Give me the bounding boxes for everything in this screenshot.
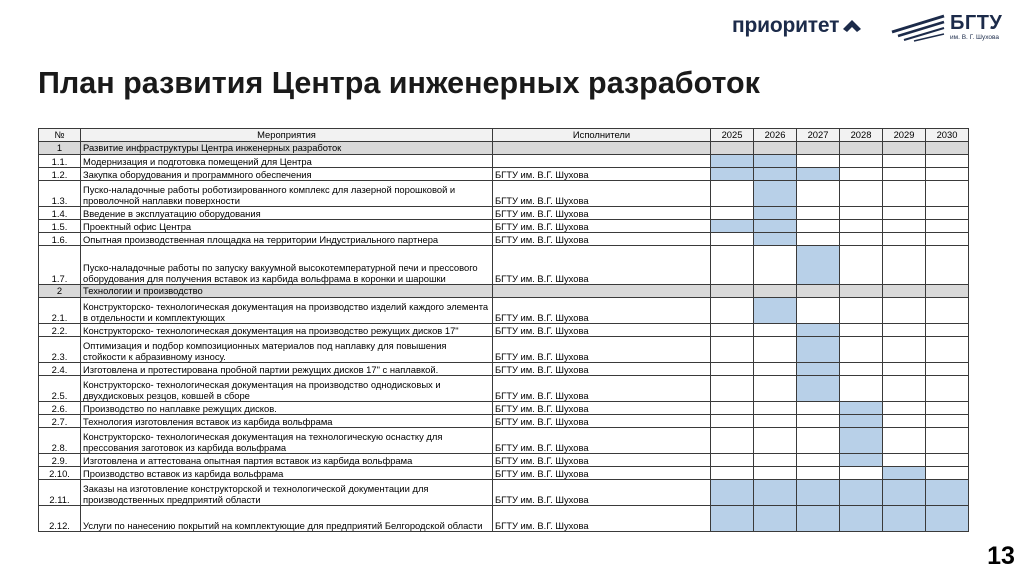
year-cell-2030 — [926, 233, 969, 246]
activity-name: Пуско-наладочные работы роботизированного комплекс для лазерной порошковой и проволочной наплавки поверхности — [81, 181, 493, 207]
year-cell-2030 — [926, 363, 969, 376]
executor: БГТУ им. В.Г. Шухова — [493, 337, 711, 363]
year-cell-2025 — [711, 220, 754, 233]
row-number: 2.5. — [39, 376, 81, 402]
table-row — [39, 181, 969, 207]
year-cell-2027 — [797, 454, 840, 467]
year-cell-2030 — [926, 142, 969, 155]
year-cell-2029 — [883, 155, 926, 168]
row-number: 2.3. — [39, 337, 81, 363]
executor: БГТУ им. В.Г. Шухова — [493, 207, 711, 220]
year-cell-2027 — [797, 207, 840, 220]
year-cell-2029 — [883, 324, 926, 337]
year-cell-2025 — [711, 324, 754, 337]
executor: БГТУ им. В.Г. Шухова — [493, 454, 711, 467]
table-row — [39, 415, 969, 428]
year-cell-2027 — [797, 467, 840, 480]
year-cell-2030 — [926, 285, 969, 298]
year-cell-2026 — [754, 285, 797, 298]
executor: БГТУ им. В.Г. Шухова — [493, 298, 711, 324]
executor: БГТУ им. В.Г. Шухова — [493, 506, 711, 532]
activity-name: Изготовлена и протестирована пробной партии режущих дисков 17" с наплавкой. — [81, 363, 493, 376]
activity-name: Услуги по нанесению покрытий на комплектующие для предприятий Белгородской области — [81, 506, 493, 532]
activity-name: Развитие инфраструктуры Центра инженерных разработок — [81, 142, 493, 155]
year-cell-2026 — [754, 155, 797, 168]
executor: БГТУ им. В.Г. Шухова — [493, 428, 711, 454]
year-cell-2030 — [926, 467, 969, 480]
year-cell-2026 — [754, 246, 797, 285]
year-cell-2025 — [711, 454, 754, 467]
year-cell-2025 — [711, 467, 754, 480]
year-cell-2027 — [797, 246, 840, 285]
year-cell-2029 — [883, 298, 926, 324]
year-cell-2025 — [711, 233, 754, 246]
year-cell-2030 — [926, 181, 969, 207]
prioritet-logo-text: приоритет — [732, 14, 840, 37]
year-cell-2029 — [883, 506, 926, 532]
row-number: 1 — [39, 142, 81, 155]
year-cell-2025 — [711, 363, 754, 376]
year-cell-2028 — [840, 324, 883, 337]
activity-name: Опытная производственная площадка на территории Индустриального партнера — [81, 233, 493, 246]
row-number: 2.8. — [39, 428, 81, 454]
year-cell-2029 — [883, 376, 926, 402]
year-cell-2026 — [754, 168, 797, 181]
year-cell-2030 — [926, 402, 969, 415]
year-cell-2029 — [883, 337, 926, 363]
year-cell-2028 — [840, 246, 883, 285]
row-number: 2.11. — [39, 480, 81, 506]
header-year: 2026 — [754, 129, 797, 142]
table-row — [39, 298, 969, 324]
year-cell-2030 — [926, 207, 969, 220]
year-cell-2028 — [840, 298, 883, 324]
year-cell-2026 — [754, 324, 797, 337]
activity-name: Конструкторско- технологическая документация на производство режущих дисков 17" — [81, 324, 493, 337]
year-cell-2029 — [883, 285, 926, 298]
table-row — [39, 337, 969, 363]
year-cell-2028 — [840, 168, 883, 181]
year-cell-2029 — [883, 363, 926, 376]
activity-name: Производство вставок из карбида вольфрама — [81, 467, 493, 480]
year-cell-2030 — [926, 220, 969, 233]
year-cell-2027 — [797, 298, 840, 324]
year-cell-2025 — [711, 298, 754, 324]
year-cell-2030 — [926, 155, 969, 168]
year-cell-2030 — [926, 298, 969, 324]
table-row — [39, 467, 969, 480]
table-header-row — [39, 129, 969, 142]
year-cell-2029 — [883, 480, 926, 506]
executor — [493, 285, 711, 298]
row-number: 2.4. — [39, 363, 81, 376]
prioritet-logo — [732, 14, 861, 38]
year-cell-2028 — [840, 428, 883, 454]
year-cell-2030 — [926, 454, 969, 467]
header-year: 2030 — [926, 129, 969, 142]
table-row — [39, 246, 969, 285]
year-cell-2029 — [883, 207, 926, 220]
year-cell-2027 — [797, 376, 840, 402]
activity-name: Модернизация и подготовка помещений для Центра — [81, 155, 493, 168]
year-cell-2026 — [754, 207, 797, 220]
header-num: № — [39, 129, 81, 142]
table-row — [39, 233, 969, 246]
activity-name: Пуско-наладочные работы по запуску вакуумной высокотемпературной печи и прессового оборудования для получения вставок из карбида вольфрама в коронки и шарошки — [81, 246, 493, 285]
year-cell-2028 — [840, 155, 883, 168]
year-cell-2030 — [926, 480, 969, 506]
activity-name: Конструкторско- технологическая документация на производство изделий каждого элемента в отдельности и комплектующих — [81, 298, 493, 324]
year-cell-2028 — [840, 285, 883, 298]
year-cell-2025 — [711, 246, 754, 285]
year-cell-2027 — [797, 285, 840, 298]
year-cell-2029 — [883, 467, 926, 480]
year-cell-2030 — [926, 324, 969, 337]
header-bar — [0, 0, 1024, 48]
row-number: 1.7. — [39, 246, 81, 285]
executor: БГТУ им. В.Г. Шухова — [493, 363, 711, 376]
year-cell-2025 — [711, 376, 754, 402]
year-cell-2028 — [840, 402, 883, 415]
activity-name: Конструкторско- технологическая документация на технологическую оснастку для прессования заготовок из карбида вольфрама — [81, 428, 493, 454]
table-row — [39, 363, 969, 376]
year-cell-2027 — [797, 233, 840, 246]
executor: БГТУ им. В.Г. Шухова — [493, 233, 711, 246]
header-year: 2025 — [711, 129, 754, 142]
year-cell-2025 — [711, 181, 754, 207]
table-row — [39, 155, 969, 168]
row-number: 2.9. — [39, 454, 81, 467]
row-number: 2.1. — [39, 298, 81, 324]
header-year: 2027 — [797, 129, 840, 142]
year-cell-2026 — [754, 415, 797, 428]
activity-name: Закупка оборудования и программного обеспечения — [81, 168, 493, 181]
executor: БГТУ им. В.Г. Шухова — [493, 402, 711, 415]
year-cell-2025 — [711, 155, 754, 168]
row-number: 1.5. — [39, 220, 81, 233]
year-cell-2025 — [711, 428, 754, 454]
year-cell-2026 — [754, 181, 797, 207]
year-cell-2029 — [883, 246, 926, 285]
section-row — [39, 142, 969, 155]
year-cell-2027 — [797, 506, 840, 532]
header-year: 2029 — [883, 129, 926, 142]
year-cell-2029 — [883, 402, 926, 415]
table-row — [39, 506, 969, 532]
row-number: 2.10. — [39, 467, 81, 480]
year-cell-2027 — [797, 155, 840, 168]
year-cell-2028 — [840, 207, 883, 220]
table-row — [39, 402, 969, 415]
row-number: 2.7. — [39, 415, 81, 428]
row-number: 2.6. — [39, 402, 81, 415]
table-row — [39, 480, 969, 506]
year-cell-2030 — [926, 168, 969, 181]
row-number: 1.2. — [39, 168, 81, 181]
year-cell-2029 — [883, 168, 926, 181]
year-cell-2027 — [797, 168, 840, 181]
row-number: 2 — [39, 285, 81, 298]
year-cell-2026 — [754, 142, 797, 155]
year-cell-2027 — [797, 402, 840, 415]
table-row — [39, 376, 969, 402]
year-cell-2029 — [883, 454, 926, 467]
year-cell-2025 — [711, 506, 754, 532]
bgtu-logo — [890, 12, 1005, 44]
year-cell-2028 — [840, 467, 883, 480]
year-cell-2027 — [797, 337, 840, 363]
header-year: 2028 — [840, 129, 883, 142]
year-cell-2026 — [754, 233, 797, 246]
executor — [493, 155, 711, 168]
year-cell-2026 — [754, 376, 797, 402]
year-cell-2028 — [840, 181, 883, 207]
executor: БГТУ им. В.Г. Шухова — [493, 467, 711, 480]
activity-name: Технология изготовления вставок из карбида вольфрама — [81, 415, 493, 428]
year-cell-2030 — [926, 428, 969, 454]
year-cell-2027 — [797, 480, 840, 506]
year-cell-2030 — [926, 246, 969, 285]
year-cell-2029 — [883, 428, 926, 454]
year-cell-2030 — [926, 415, 969, 428]
table-row — [39, 220, 969, 233]
year-cell-2029 — [883, 233, 926, 246]
year-cell-2027 — [797, 142, 840, 155]
year-cell-2025 — [711, 168, 754, 181]
year-cell-2028 — [840, 454, 883, 467]
year-cell-2025 — [711, 480, 754, 506]
activity-name: Введение в эксплуатацию оборудования — [81, 207, 493, 220]
year-cell-2025 — [711, 402, 754, 415]
activity-name: Технологии и производство — [81, 285, 493, 298]
year-cell-2026 — [754, 298, 797, 324]
executor: БГТУ им. В.Г. Шухова — [493, 220, 711, 233]
page-title: План развития Центра инженерных разработок — [38, 66, 760, 100]
year-cell-2028 — [840, 415, 883, 428]
table-row — [39, 324, 969, 337]
activity-name: Конструкторско- технологическая документация на производство однодисковых и двухдисковых резцов, ковшей в сборе — [81, 376, 493, 402]
year-cell-2026 — [754, 454, 797, 467]
row-number: 1.3. — [39, 181, 81, 207]
year-cell-2028 — [840, 337, 883, 363]
activity-name: Оптимизация и подбор композиционных материалов под наплавку для повышения стойкости к абразивному износу. — [81, 337, 493, 363]
year-cell-2028 — [840, 376, 883, 402]
row-number: 1.4. — [39, 207, 81, 220]
activity-name: Проектный офис Центра — [81, 220, 493, 233]
year-cell-2025 — [711, 142, 754, 155]
executor: БГТУ им. В.Г. Шухова — [493, 324, 711, 337]
executor: БГТУ им. В.Г. Шухова — [493, 415, 711, 428]
row-number: 1.6. — [39, 233, 81, 246]
executor: БГТУ им. В.Г. Шухова — [493, 181, 711, 207]
page-number: 13 — [978, 538, 1024, 574]
development-plan-table — [38, 128, 969, 532]
year-cell-2029 — [883, 415, 926, 428]
executor — [493, 142, 711, 155]
activity-name: Заказы на изготовление конструкторской и технологической документации для производственных предприятий области — [81, 480, 493, 506]
year-cell-2028 — [840, 506, 883, 532]
year-cell-2030 — [926, 376, 969, 402]
year-cell-2026 — [754, 220, 797, 233]
year-cell-2025 — [711, 337, 754, 363]
header-executors: Исполнители — [493, 129, 711, 142]
year-cell-2029 — [883, 220, 926, 233]
table-row — [39, 454, 969, 467]
row-number: 2.12. — [39, 506, 81, 532]
table-body — [39, 142, 969, 532]
header-activities: Мероприятия — [81, 129, 493, 142]
year-cell-2030 — [926, 337, 969, 363]
activity-name: Изготовлена и аттестована опытная партия вставок из карбида вольфрама — [81, 454, 493, 467]
row-number: 2.2. — [39, 324, 81, 337]
year-cell-2026 — [754, 363, 797, 376]
table-row — [39, 168, 969, 181]
year-cell-2026 — [754, 337, 797, 363]
chevron-up-icon — [843, 20, 861, 33]
table-row — [39, 428, 969, 454]
year-cell-2025 — [711, 207, 754, 220]
bgtu-logo-title: БГТУ — [950, 12, 1003, 34]
year-cell-2028 — [840, 233, 883, 246]
year-cell-2025 — [711, 415, 754, 428]
year-cell-2027 — [797, 220, 840, 233]
year-cell-2027 — [797, 324, 840, 337]
year-cell-2025 — [711, 285, 754, 298]
executor: БГТУ им. В.Г. Шухова — [493, 246, 711, 285]
year-cell-2030 — [926, 506, 969, 532]
year-cell-2027 — [797, 428, 840, 454]
executor: БГТУ им. В.Г. Шухова — [493, 376, 711, 402]
year-cell-2028 — [840, 480, 883, 506]
executor: БГТУ им. В.Г. Шухова — [493, 168, 711, 181]
bgtu-logo-subtitle: им. В. Г. Шухова — [950, 34, 999, 41]
year-cell-2026 — [754, 506, 797, 532]
year-cell-2028 — [840, 220, 883, 233]
section-row — [39, 285, 969, 298]
year-cell-2028 — [840, 363, 883, 376]
table-row — [39, 207, 969, 220]
year-cell-2026 — [754, 480, 797, 506]
year-cell-2029 — [883, 181, 926, 207]
bgtu-emblem-icon — [890, 12, 946, 42]
year-cell-2027 — [797, 181, 840, 207]
year-cell-2026 — [754, 428, 797, 454]
year-cell-2027 — [797, 363, 840, 376]
executor: БГТУ им. В.Г. Шухова — [493, 480, 711, 506]
activity-name: Производство по наплавке режущих дисков. — [81, 402, 493, 415]
year-cell-2029 — [883, 142, 926, 155]
year-cell-2026 — [754, 402, 797, 415]
year-cell-2026 — [754, 467, 797, 480]
year-cell-2028 — [840, 142, 883, 155]
row-number: 1.1. — [39, 155, 81, 168]
year-cell-2027 — [797, 415, 840, 428]
